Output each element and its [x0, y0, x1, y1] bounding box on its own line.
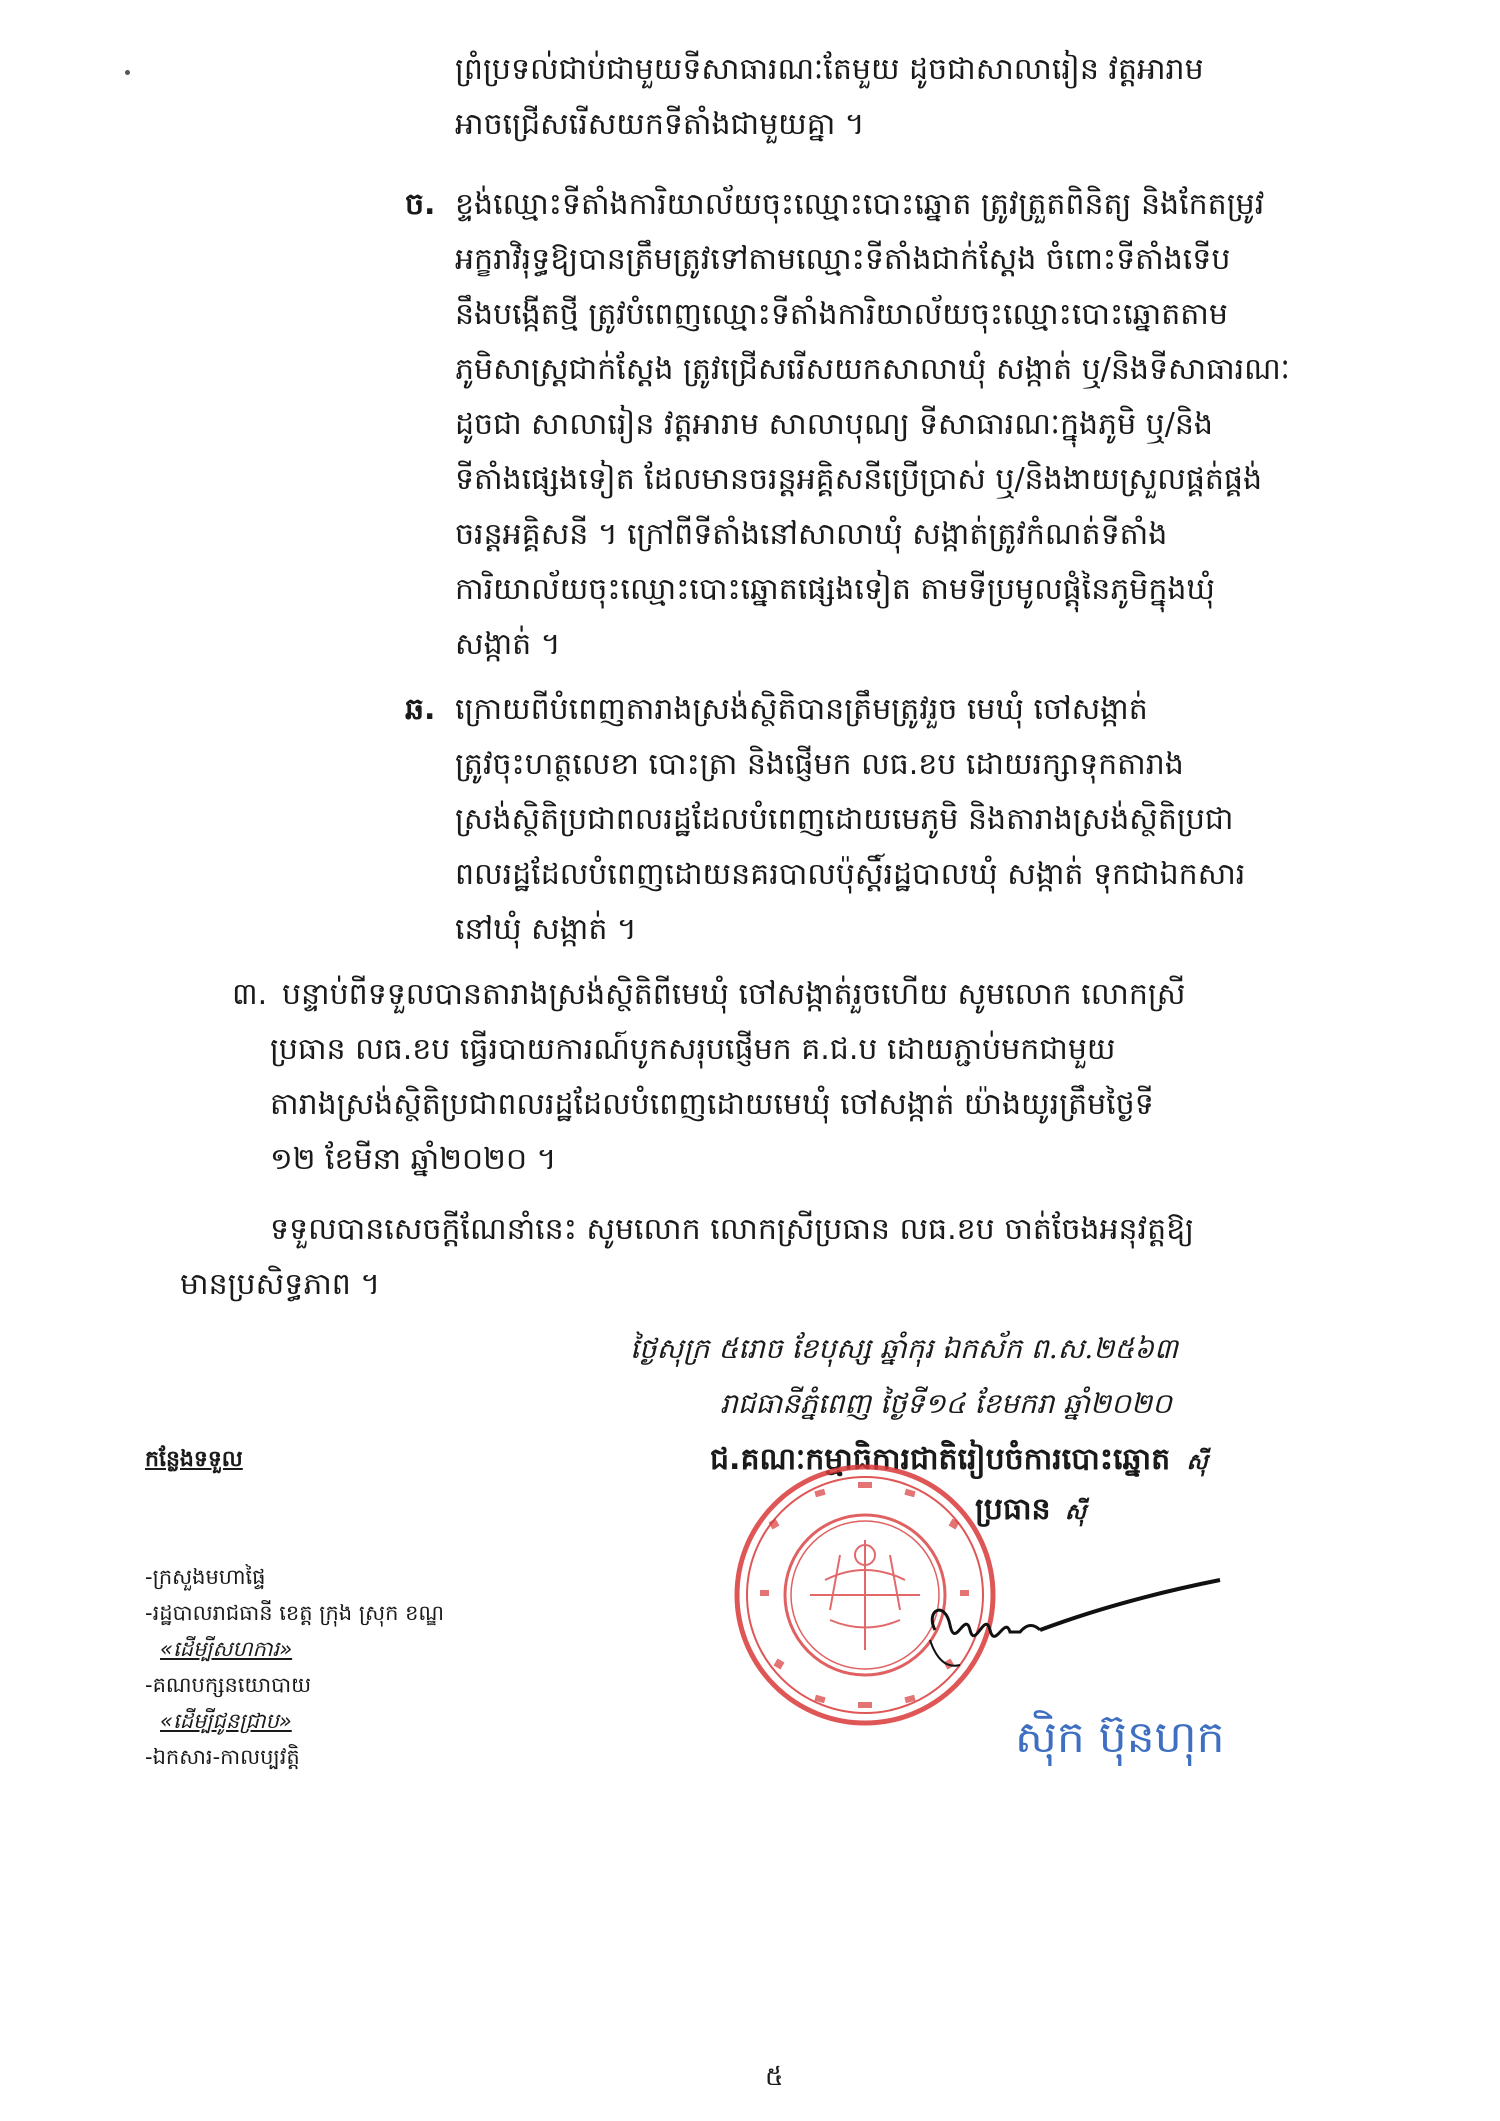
recipients-title: កន្លែងទទួល — [145, 1447, 243, 1472]
item-chha-line: ពលរដ្ឋដែលបំពេញដោយនគរបាលប៉ុស្តិ៍រដ្ឋបាលឃុំ សង្កាត់ ទុកជាឯកសារ — [455, 857, 1246, 892]
item-3-line: ប្រធាន លធ.ខប ធ្វើរបាយការណ៍បូកសរុបផ្ញើមក គ.ជ.ប ដោយភ្ជាប់មកជាមួយ — [270, 1032, 1116, 1067]
item-cha-line: ទីតាំងផ្សេងទៀត ដែលមានចរន្តអគ្គិសនីប្រើប្រាស់ ឬ/និងងាយស្រួលផ្គត់ផ្គង់ — [455, 462, 1263, 497]
item-marker-3: ៣. — [232, 977, 268, 1012]
item-chha-line: ស្រង់ស្ថិតិប្រជាពលរដ្ឋដែលបំពេញដោយមេភូមិ និងតារាងស្រង់ស្ថិតិប្រជា — [455, 802, 1234, 837]
top-paragraph-line: ព្រំប្រទល់ជាប់ជាមួយទីសាធារណៈតែមួយ ដូចជាសាលារៀន វត្តអារាម — [455, 52, 1204, 87]
item-marker-chha: ឆ. — [405, 692, 436, 727]
top-paragraph-line: អាចជ្រើសរើសយកទីតាំងជាមួយគ្នា ។ — [455, 107, 865, 142]
closing-line: ទទួលបានសេចក្ដីណែនាំនេះ សូមលោក លោកស្រីប្រធាន លធ.ខប ចាត់ចែងអនុវត្តឱ្យ — [270, 1212, 1195, 1247]
item-cha-line: នឹងបង្កើតថ្មី ត្រូវបំពេញឈ្មោះទីតាំងការិយាល័យចុះឈ្មោះបោះឆ្នោតតាម — [455, 297, 1228, 332]
scan-speck — [125, 70, 130, 75]
recipient-item: -រដ្ឋបាលរាជធានី ខេត្ត ក្រុង ស្រុក ខណ្ឌ — [145, 1601, 445, 1625]
item-chha-line: នៅឃុំ សង្កាត់ ។ — [455, 912, 637, 947]
item-cha-line: សង្កាត់ ។ — [455, 627, 561, 662]
recipient-item: -ក្រសួងមហាផ្ទៃ — [145, 1565, 266, 1589]
item-chha-line: ត្រូវចុះហត្ថលេខា បោះត្រា និងផ្ញើមក លធ.ខប ដោយរក្សាទុកតារាង — [455, 747, 1184, 782]
item-3-line: ១២ ខែមីនា ឆ្នាំ២០២០ ។ — [270, 1142, 557, 1177]
item-cha-line: ការិយាល័យចុះឈ្មោះបោះឆ្នោតផ្សេងទៀត តាមទីប្រមូលផ្ដុំនៃភូមិក្នុងឃុំ — [455, 572, 1215, 607]
initials-mark: ស៊ី — [1186, 1449, 1208, 1475]
item-cha-line: អក្ខរាវិរុទ្ធឱ្យបានត្រឹមត្រូវទៅតាមឈ្មោះទីតាំងជាក់ស្ដែង ចំពោះទីតាំងទើប — [455, 242, 1231, 277]
handwritten-signature-icon — [920, 1570, 1240, 1680]
initials-mark: ស៊ី — [1065, 1499, 1086, 1525]
page-number: ៥ — [765, 2062, 784, 2092]
signatory-name: ស៊ិក ប៊ុនហុក — [1015, 1712, 1225, 1763]
signatory-role — [975, 1490, 1086, 1534]
item-cha-line: ភូមិសាស្ត្រជាក់ស្ដែង ត្រូវជ្រើសរើសយកសាលាឃុំ សង្កាត់ ឬ/និងទីសាធារណៈ — [455, 352, 1290, 387]
recipient-item: -ឯកសារ-កាលប្បវត្តិ — [145, 1745, 300, 1769]
recipient-item: -គណបក្សនយោបាយ — [145, 1673, 312, 1697]
recipient-note: «ដើម្បីជូនជ្រាប» — [160, 1709, 292, 1733]
item-3-first-line: បន្ទាប់ពីទទួលបានតារាងស្រង់ស្ថិតិពីមេឃុំ ចៅសង្កាត់រួចហើយ សូមលោក លោកស្រី — [282, 977, 1186, 1012]
item-3-line: តារាងស្រង់ស្ថិតិប្រជាពលរដ្ឋដែលបំពេញដោយមេឃុំ ចៅសង្កាត់ យ៉ាងយូរត្រឹមថ្ងៃទី — [270, 1087, 1154, 1122]
item-marker-cha: ច. — [405, 187, 436, 222]
commission-text: ជ.គណៈកម្មាធិការជាតិរៀបចំការបោះឆ្នោត — [710, 1442, 1171, 1477]
recipient-note: «ដើម្បីសហការ» — [160, 1637, 293, 1661]
role-text: ប្រធាន — [975, 1492, 1051, 1527]
item-cha-line: ដូចជា សាលារៀន វត្តអារាម សាលាបុណ្យ ទីសាធារណៈក្នុងភូមិ ឬ/និង — [455, 407, 1213, 442]
item-cha-line: ខ្ទង់ឈ្មោះទីតាំងការិយាល័យចុះឈ្មោះបោះឆ្នោត ត្រូវត្រួតពិនិត្យ និងកែតម្រូវ — [455, 187, 1265, 222]
closing-line: មានប្រសិទ្ធភាព ។ — [180, 1267, 381, 1302]
lunar-date: ថ្ងៃសុក្រ ៥រោច ខែបុស្ស ឆ្នាំកុរ ឯកស័ក ព.ស.២៥៦៣ — [630, 1332, 1178, 1365]
item-cha-line: ចរន្តអគ្គិសនី ។ ក្រៅពីទីតាំងនៅសាលាឃុំ សង្កាត់ត្រូវកំណត់ទីតាំង — [455, 517, 1168, 552]
solar-date: រាជធានីភ្នំពេញ ថ្ងៃទី១៤ ខែមករា ឆ្នាំ២០២០ — [720, 1387, 1172, 1420]
item-chha-line: ក្រោយពីបំពេញតារាងស្រង់ស្ថិតិបានត្រឹមត្រូវរួច មេឃុំ ចៅសង្កាត់ — [455, 692, 1148, 727]
